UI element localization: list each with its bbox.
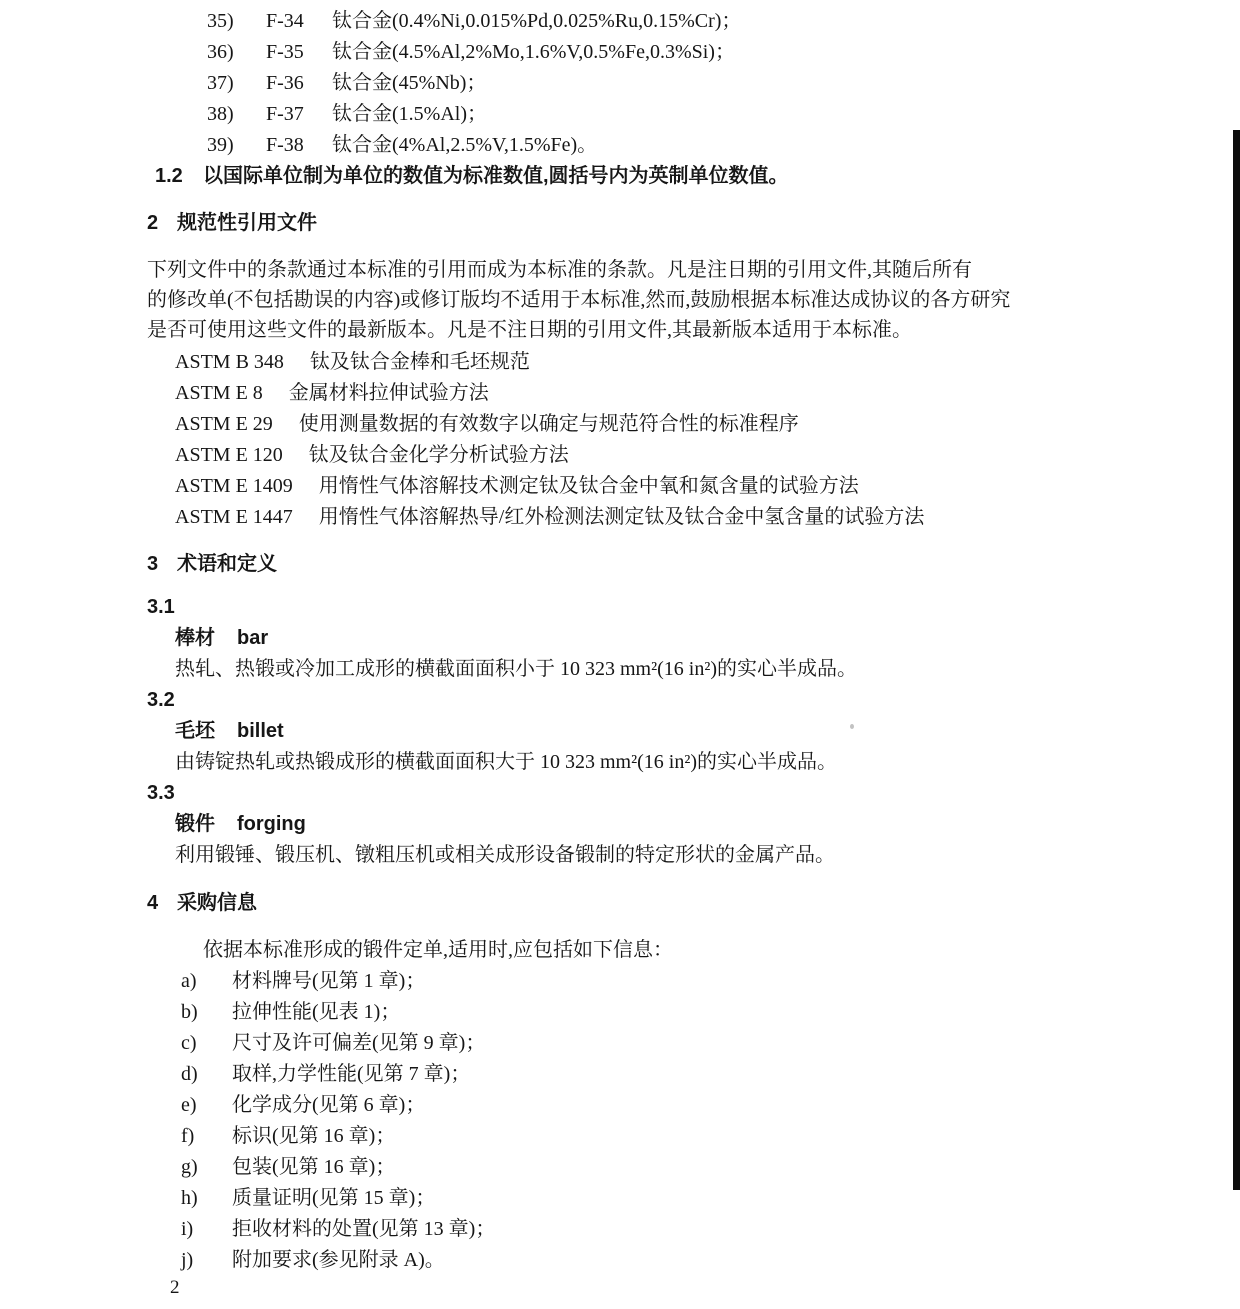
item-text: 拉伸性能(见表 1)； <box>232 1001 401 1023</box>
item-letter: e) <box>181 1094 197 1116</box>
grade-code: F-38 <box>266 134 304 156</box>
ordering-info-item <box>181 1152 1240 1183</box>
scan-edge-strip <box>1233 130 1240 1190</box>
astm-reference <box>175 347 1240 378</box>
grade-code: F-36 <box>266 72 304 94</box>
paragraph-line: 下列文件中的条款通过本标准的引用而成为本标准的条款。凡是注日期的引用文件,其随后所有 <box>147 259 972 281</box>
item-text: 质量证明(见第 15 章)； <box>232 1187 436 1209</box>
astm-title: 用惰性气体溶解热导/红外检测法测定钛及钛合金中氢含量的试验方法 <box>318 506 925 528</box>
term-clause-number: 3.2 <box>147 689 175 711</box>
term-entry <box>147 592 1240 685</box>
clause-number: 1.2 <box>155 165 183 187</box>
item-text: 尺寸及许可偏差(见第 9 章)； <box>232 1032 486 1054</box>
ordering-info-intro: 依据本标准形成的锻件定单,适用时,应包括如下信息： <box>203 939 673 961</box>
section-3-heading <box>147 549 1240 580</box>
ordering-info-item <box>181 1245 1240 1276</box>
grade-code: F-34 <box>266 10 304 32</box>
terms-list <box>147 592 1240 871</box>
term-chinese: 毛坯 <box>175 720 215 742</box>
grade-composition: 钛合金(4%Al,2.5%V,1.5%Fe)。 <box>332 134 598 156</box>
term-line <box>175 716 1240 747</box>
item-number: 36) <box>207 41 234 63</box>
item-text: 拒收材料的处置(见第 13 章)； <box>232 1218 496 1240</box>
item-text: 包装(见第 16 章)； <box>232 1156 396 1178</box>
ordering-info-item <box>181 1121 1240 1152</box>
astm-code: ASTM E 120 <box>175 444 283 466</box>
astm-reference <box>175 502 1240 533</box>
astm-code: ASTM B 348 <box>175 351 284 373</box>
item-number: 37) <box>207 72 234 94</box>
alloy-grade-item <box>207 6 1240 37</box>
section-title: 术语和定义 <box>177 553 277 575</box>
astm-title: 使用测量数据的有效数字以确定与规范符合性的标准程序 <box>298 413 799 435</box>
astm-title: 钛及钛合金棒和毛坯规范 <box>309 351 530 373</box>
item-letter: d) <box>181 1063 198 1085</box>
term-line <box>175 809 1240 840</box>
section-number: 3 <box>147 553 159 575</box>
item-letter: g) <box>181 1156 198 1178</box>
term-line <box>175 623 1240 654</box>
section-number: 2 <box>147 212 159 234</box>
section-4-heading <box>147 888 1240 919</box>
astm-title: 金属材料拉伸试验方法 <box>288 382 489 404</box>
astm-code: ASTM E 29 <box>175 413 273 435</box>
item-number: 39) <box>207 134 234 156</box>
astm-reference <box>175 378 1240 409</box>
scan-speck <box>850 724 854 729</box>
term-chinese: 棒材 <box>175 627 215 649</box>
term-definition: 由铸锭热轧或热锻成形的横截面面积大于 10 323 mm²(16 in²)的实心半成品。 <box>175 751 837 773</box>
astm-reference <box>175 440 1240 471</box>
alloy-grade-item <box>207 37 1240 68</box>
ordering-info-list <box>147 966 1240 1276</box>
section-2-heading <box>147 208 1240 239</box>
grade-code: F-35 <box>266 41 304 63</box>
term-chinese: 锻件 <box>175 813 215 835</box>
page-number: 2 <box>170 1277 180 1298</box>
item-letter: a) <box>181 970 197 992</box>
clause-text: 以国际单位制为单位的数值为标准数值,圆括号内为英制单位数值。 <box>203 165 789 187</box>
ordering-info-item <box>181 1090 1240 1121</box>
grade-composition: 钛合金(4.5%Al,2%Mo,1.6%V,0.5%Fe,0.3%Si)； <box>332 41 735 63</box>
ordering-info-item <box>181 966 1240 997</box>
grade-composition: 钛合金(45%Nb)； <box>332 72 487 94</box>
astm-title: 用惰性气体溶解技术测定钛及钛合金中氧和氮含量的试验方法 <box>318 475 859 497</box>
section-number: 4 <box>147 892 159 914</box>
alloy-grade-item <box>207 99 1240 130</box>
term-english: forging <box>237 813 306 835</box>
alloy-grade-item <box>207 68 1240 99</box>
item-text: 附加要求(参见附录 A)。 <box>232 1249 445 1271</box>
term-definition: 利用锻锤、锻压机、镦粗压机或相关成形设备锻制的特定形状的金属产品。 <box>175 844 835 866</box>
astm-reference <box>175 409 1240 440</box>
astm-code: ASTM E 1447 <box>175 506 293 528</box>
astm-reference <box>175 471 1240 502</box>
item-number: 35) <box>207 10 234 32</box>
astm-code: ASTM E 8 <box>175 382 263 404</box>
normative-references-paragraph <box>147 255 1240 345</box>
item-number: 38) <box>207 103 234 125</box>
item-letter: f) <box>181 1125 195 1147</box>
term-definition: 热轧、热锻或冷加工成形的横截面面积小于 10 323 mm²(16 in²)的实心半成品。 <box>175 658 857 680</box>
clause-1-2 <box>155 161 1240 192</box>
ordering-info-item <box>181 1028 1240 1059</box>
item-letter: i) <box>181 1218 194 1240</box>
item-text: 材料牌号(见第 1 章)； <box>232 970 426 992</box>
ordering-info-item <box>181 1214 1240 1245</box>
term-entry <box>147 778 1240 871</box>
astm-reference-list <box>175 347 1240 533</box>
item-text: 化学成分(见第 6 章)； <box>232 1094 426 1116</box>
ordering-info-item <box>181 1059 1240 1090</box>
paragraph-line: 是否可使用这些文件的最新版本。凡是不注日期的引用文件,其最新版本适用于本标准。 <box>147 319 912 341</box>
term-english: bar <box>237 627 269 649</box>
item-text: 取样,力学性能(见第 7 章)； <box>232 1063 471 1085</box>
section-title: 规范性引用文件 <box>177 212 317 234</box>
grade-code: F-37 <box>266 103 304 125</box>
term-clause-number: 3.3 <box>147 782 175 804</box>
paragraph-line: 的修改单(不包括勘误的内容)或修订版均不适用于本标准,然而,鼓励根据本标准达成协议的各方研究 <box>147 289 1011 311</box>
grade-composition: 钛合金(1.5%Al)； <box>332 103 487 125</box>
ordering-info-item <box>181 997 1240 1028</box>
item-letter: j) <box>181 1249 194 1271</box>
item-text: 标识(见第 16 章)； <box>232 1125 396 1147</box>
term-english: billet <box>237 720 284 742</box>
grade-composition: 钛合金(0.4%Ni,0.015%Pd,0.025%Ru,0.15%Cr)； <box>332 10 742 32</box>
item-letter: b) <box>181 1001 198 1023</box>
alloy-grade-item <box>207 130 1240 161</box>
astm-title: 钛及钛合金化学分析试验方法 <box>308 444 569 466</box>
term-clause-number: 3.1 <box>147 596 175 618</box>
item-letter: c) <box>181 1032 197 1054</box>
astm-code: ASTM E 1409 <box>175 475 293 497</box>
ordering-info-item <box>181 1183 1240 1214</box>
item-letter: h) <box>181 1187 198 1209</box>
term-entry <box>147 685 1240 778</box>
alloy-grade-list <box>147 6 1240 161</box>
section-title: 采购信息 <box>177 892 257 914</box>
